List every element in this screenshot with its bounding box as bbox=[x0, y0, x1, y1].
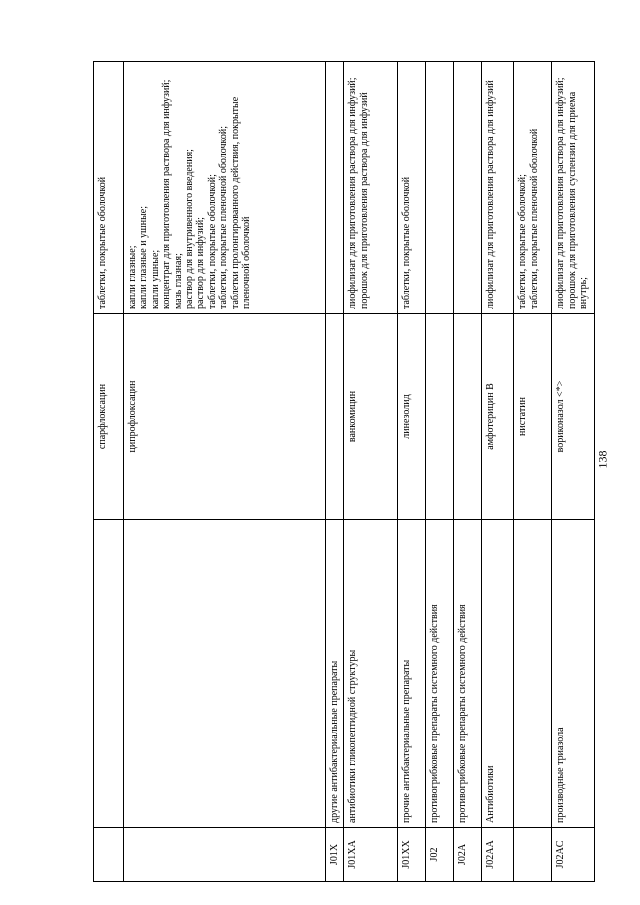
table-row bbox=[454, 62, 482, 882]
dosage-forms-cell bbox=[94, 62, 124, 314]
atc-code-cell: J01XX bbox=[398, 828, 426, 882]
group-name-cell bbox=[514, 520, 552, 828]
dosage-form-line: капли ушные; bbox=[149, 249, 161, 309]
drug-name-cell: нистатин bbox=[514, 314, 552, 520]
drug-name-cell: линезолид bbox=[398, 314, 426, 520]
dosage-forms-cell bbox=[514, 62, 552, 314]
table-row bbox=[482, 62, 514, 882]
dosage-forms-cell bbox=[124, 62, 326, 314]
drug-name-cell: ванкомицин bbox=[344, 314, 398, 520]
dosage-form-line: таблетки, покрытые оболочкой; bbox=[517, 174, 529, 309]
drug-name-cell: вориконазол <*> bbox=[552, 314, 595, 520]
atc-code-cell bbox=[514, 828, 552, 882]
atc-code-cell: J02AC bbox=[552, 828, 595, 882]
table-row bbox=[326, 62, 344, 882]
dosage-form-line: лиофилизат для приготовления раствора для инфузий; bbox=[555, 77, 567, 309]
dosage-form-line: порошок для приготовления суспензии для приема внутрь; bbox=[566, 91, 590, 309]
dosage-forms-cell bbox=[326, 62, 344, 314]
atc-code-cell: J02AA bbox=[482, 828, 514, 882]
table-row bbox=[94, 62, 124, 882]
group-name-cell: Антибиотики bbox=[482, 520, 514, 828]
table-row bbox=[398, 62, 426, 882]
drug-name-cell: амфотерицин В bbox=[482, 314, 514, 520]
atc-code-cell: J01XA bbox=[344, 828, 398, 882]
group-name-cell bbox=[124, 520, 326, 828]
atc-code-cell: J01X bbox=[326, 828, 344, 882]
drug-name-cell: ципрофлоксацин bbox=[124, 314, 326, 520]
dosage-forms-cell bbox=[426, 62, 454, 314]
dosage-form-line: раствор для внутривенного введения; bbox=[184, 149, 196, 309]
dosage-form-line: таблетки, покрытые пленочной оболочкой; bbox=[218, 125, 230, 309]
dosage-form-line: таблетки, покрытые оболочкой bbox=[97, 176, 108, 309]
dosage-forms-cell bbox=[482, 62, 514, 314]
dosage-form-line: капли глазные; bbox=[127, 245, 138, 309]
atc-code-cell: J02 bbox=[426, 828, 454, 882]
atc-code-cell bbox=[124, 828, 326, 882]
group-name-cell: другие антибактериальные препараты bbox=[326, 520, 344, 828]
drug-name-cell bbox=[426, 314, 454, 520]
dosage-form-line: мазь глазная; bbox=[172, 253, 184, 309]
dosage-form-line: капли глазные и ушные; bbox=[138, 205, 150, 309]
group-name-cell: противогрибковые препараты системного действия bbox=[426, 520, 454, 828]
dosage-form-line: таблетки пролонгированного действия, покрытые пленочной оболочкой bbox=[229, 96, 253, 309]
table-row bbox=[344, 62, 398, 882]
table-body bbox=[94, 62, 595, 882]
medicine-table bbox=[93, 61, 595, 882]
dosage-form-line: порошок для приготовления раствора для инфузий bbox=[358, 92, 370, 309]
dosage-forms-cell bbox=[552, 62, 595, 314]
dosage-form-line: лиофилизат для приготовления раствора для инфузий bbox=[485, 80, 497, 309]
atc-code-cell: J02A bbox=[454, 828, 482, 882]
dosage-form-line: лиофилизат для приготовления раствора для инфузий; bbox=[347, 77, 359, 309]
dosage-form-line: таблетки, покрытые пленочной оболочкой bbox=[528, 128, 540, 309]
dosage-form-line: таблетки, покрытые оболочкой bbox=[401, 176, 413, 309]
dosage-form-line: таблетки, покрытые оболочкой; bbox=[206, 174, 218, 309]
group-name-cell: антибиотики гликопептидной структуры bbox=[344, 520, 398, 828]
rotated-page bbox=[93, 62, 595, 882]
drug-name-cell bbox=[454, 314, 482, 520]
dosage-forms-cell bbox=[344, 62, 398, 314]
dosage-forms-cell bbox=[454, 62, 482, 314]
group-name-cell: производные триазола bbox=[552, 520, 595, 828]
group-name-cell: прочие антибактериальные препараты bbox=[398, 520, 426, 828]
group-name-cell bbox=[94, 520, 124, 828]
table-row bbox=[426, 62, 454, 882]
table-row bbox=[124, 62, 326, 882]
page-number: 138 bbox=[595, 450, 610, 469]
dosage-forms-cell bbox=[398, 62, 426, 314]
atc-code-cell bbox=[94, 828, 124, 882]
group-name-cell: противогрибковые препараты системного действия bbox=[454, 520, 482, 828]
dosage-form-line: концентрат для приготовления раствора для инфузий; bbox=[161, 79, 173, 309]
table-row bbox=[514, 62, 552, 882]
table-row bbox=[552, 62, 595, 882]
dosage-form-line: раствор для инфузий; bbox=[195, 217, 207, 309]
drug-name-cell bbox=[326, 314, 344, 520]
drug-name-cell: спарфлоксацин bbox=[94, 314, 124, 520]
